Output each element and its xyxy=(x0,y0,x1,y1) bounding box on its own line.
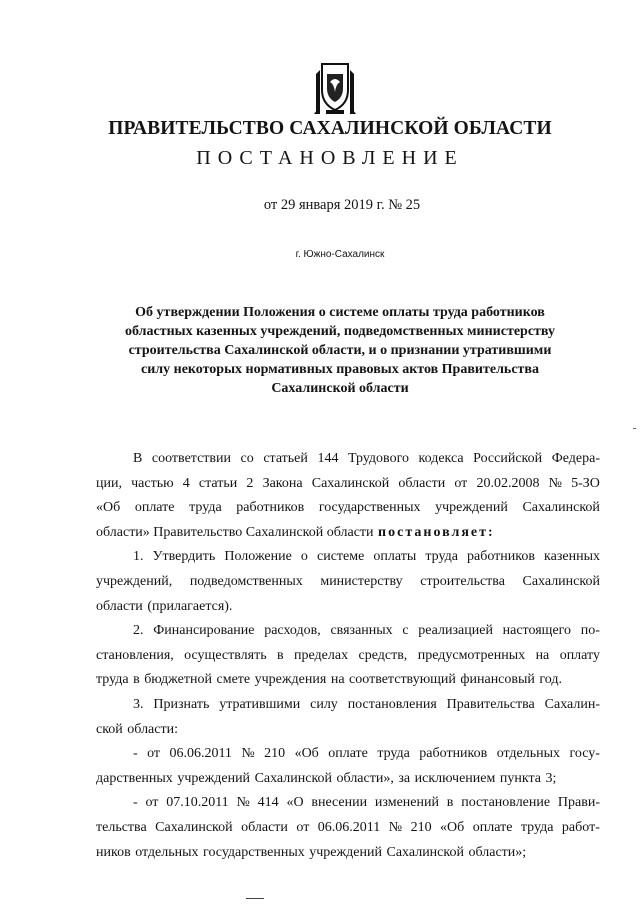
text-line xyxy=(96,816,600,841)
text-line xyxy=(96,496,600,521)
word: труда xyxy=(520,819,554,835)
word: работ- xyxy=(561,819,600,835)
word: соответствующий xyxy=(349,672,456,688)
word: статьей xyxy=(263,451,308,466)
word: соответствии xyxy=(151,451,231,466)
word: В xyxy=(133,451,143,466)
word: Сахалинской xyxy=(254,770,333,786)
word: казенных xyxy=(544,549,600,565)
document-title xyxy=(96,303,584,398)
word: постановление xyxy=(461,795,551,811)
word: труда xyxy=(377,746,410,762)
word: бюджетной xyxy=(144,672,212,688)
text-line xyxy=(96,668,600,693)
document-type: ПОСТАНОВЛЕНИЕ xyxy=(196,147,464,169)
word: исключением xyxy=(414,770,496,786)
word: области xyxy=(241,819,288,835)
word: силу xyxy=(310,696,338,712)
word: утратившими xyxy=(219,696,301,712)
word: ской xyxy=(96,721,123,737)
word: 2 xyxy=(246,475,254,491)
text-line xyxy=(96,644,600,669)
word: строительства xyxy=(420,573,505,589)
word: № xyxy=(241,746,255,762)
line-text: области» Правительство Сахалинской области xyxy=(96,524,374,540)
word: - xyxy=(133,795,138,811)
word: по- xyxy=(580,623,600,639)
word: № xyxy=(236,795,250,811)
word: учреждений xyxy=(309,844,382,860)
word: 210 xyxy=(264,746,286,762)
word: Утвердить xyxy=(152,549,216,565)
word: Признать xyxy=(153,696,210,712)
word: области xyxy=(96,598,143,614)
word: Сахалинской xyxy=(155,819,233,835)
word: учреждений xyxy=(435,500,508,516)
word: от xyxy=(454,475,468,491)
word: оплате xyxy=(328,746,368,762)
word: со xyxy=(240,451,254,466)
word: госу- xyxy=(569,746,600,762)
word: Сахалинской xyxy=(522,500,600,516)
word: средств, xyxy=(358,647,408,663)
word: государственных xyxy=(203,844,305,860)
word: 20.02.2008 xyxy=(476,475,540,491)
resolution-keyword: постановляет: xyxy=(378,524,495,540)
word: государственных xyxy=(318,500,421,516)
word: Прави- xyxy=(557,795,600,811)
word: тельства xyxy=(96,819,147,835)
word: Трудового xyxy=(347,451,409,466)
word: реализацией xyxy=(418,623,493,639)
word: осуществлять xyxy=(184,647,267,663)
word: Федера- xyxy=(551,451,600,466)
word: за xyxy=(398,770,411,786)
word: с xyxy=(402,623,409,639)
text-line xyxy=(96,619,600,644)
word: Российской xyxy=(473,451,543,466)
text-line xyxy=(96,595,600,620)
word: 3. xyxy=(133,696,144,712)
word: от xyxy=(147,746,161,762)
word: внесении xyxy=(311,795,368,811)
word: Положение xyxy=(224,549,292,565)
word: связанных xyxy=(330,623,393,639)
word: частью xyxy=(131,475,174,491)
word: отдельных xyxy=(135,844,199,860)
word: ции, xyxy=(96,475,122,491)
word: «Об xyxy=(440,819,465,835)
word: работников xyxy=(236,500,305,516)
word: дарственных xyxy=(96,770,173,786)
word: 1. xyxy=(133,549,144,565)
text-line xyxy=(96,447,600,472)
word: ников xyxy=(96,844,131,860)
word: Сахалинской xyxy=(386,844,464,860)
word: смете xyxy=(216,672,251,688)
title-line: Об утверждении Положения о системе оплаты труда работников xyxy=(135,305,545,320)
word: работников xyxy=(419,746,488,762)
word: о xyxy=(300,549,308,565)
text-line xyxy=(96,841,600,866)
word: «Об xyxy=(96,500,121,516)
word: пункта xyxy=(499,770,541,786)
word: Сахалинской xyxy=(522,573,600,589)
word: учреждений xyxy=(177,770,251,786)
text-line xyxy=(96,521,600,546)
word: финансовый xyxy=(460,672,535,688)
document-body xyxy=(96,447,600,865)
scan-mark xyxy=(633,428,636,429)
word: системе xyxy=(317,549,365,565)
word: кодекса xyxy=(418,451,464,466)
word: становления, xyxy=(96,647,174,663)
word: постановления xyxy=(347,696,437,712)
text-line xyxy=(96,570,600,595)
word: 4 xyxy=(182,475,190,491)
text-line xyxy=(96,767,600,792)
word: 07.10.2011 xyxy=(166,795,229,811)
word: на xyxy=(535,647,550,663)
word: учреждения xyxy=(254,672,327,688)
title-line: строительства Сахалинской области, и о признании утратившими xyxy=(128,343,552,358)
word: расходов, xyxy=(264,623,321,639)
word: «О xyxy=(286,795,304,811)
page-mark xyxy=(246,898,264,899)
word: № xyxy=(548,475,562,491)
text-line xyxy=(96,791,600,816)
word: (прилагается). xyxy=(147,598,233,614)
word: в xyxy=(133,672,140,688)
word: труда xyxy=(96,672,129,688)
word: 210 xyxy=(410,819,432,835)
word: 144 xyxy=(317,451,339,466)
word: изменений xyxy=(374,795,439,811)
word: 06.06.2011 xyxy=(169,746,232,762)
text-line xyxy=(96,718,600,743)
word: отдельных xyxy=(496,746,561,762)
word: области xyxy=(398,475,446,491)
title-line: силу некоторых нормативных правовых актов Правительства xyxy=(141,362,539,377)
word: «Об xyxy=(294,746,319,762)
word: в xyxy=(446,795,454,811)
word: оплаты xyxy=(373,549,417,565)
word: области: xyxy=(127,721,178,737)
word: работников xyxy=(466,549,535,565)
word: труда xyxy=(189,500,222,516)
word: Финансирование xyxy=(153,623,255,639)
word: пределах xyxy=(294,647,349,663)
word: - xyxy=(133,746,138,762)
title-line: Сахалинской области xyxy=(271,381,409,396)
title-line: областных казенных учреждений, подведомственных министерству xyxy=(124,324,555,339)
word: от xyxy=(296,819,310,835)
word: учреждений, xyxy=(96,573,173,589)
text-line xyxy=(96,472,600,497)
word: статьи xyxy=(198,475,238,491)
word: предусмотренных xyxy=(417,647,526,663)
word: Закона xyxy=(262,475,303,491)
organization-title: ПРАВИТЕЛЬСТВО САХАЛИНСКОЙ ОБЛАСТИ xyxy=(108,118,552,139)
word: 5-ЗО xyxy=(571,475,600,491)
word: оплате xyxy=(134,500,175,516)
word: оплату xyxy=(559,647,600,663)
word: в xyxy=(277,647,284,663)
word: настоящего xyxy=(502,623,572,639)
word: области»; xyxy=(468,844,527,860)
word: труда xyxy=(425,549,458,565)
text-line xyxy=(96,693,600,718)
word: 06.06.2011 xyxy=(317,819,381,835)
word: Сахалинской xyxy=(311,475,390,491)
word: № xyxy=(388,819,403,835)
coat-of-arms-icon xyxy=(312,60,358,116)
word: министерству xyxy=(320,573,403,589)
text-line xyxy=(96,545,600,570)
word: Сахалин- xyxy=(544,696,600,712)
word: 2. xyxy=(133,623,144,639)
word: на xyxy=(330,672,345,688)
word: подведомственных xyxy=(189,573,303,589)
word: области», xyxy=(336,770,394,786)
word: 3; xyxy=(545,770,557,786)
word: 414 xyxy=(257,795,279,811)
word: Правительства xyxy=(446,696,535,712)
word: оплате xyxy=(472,819,513,835)
text-line xyxy=(96,742,600,767)
document-date-number: от 29 января 2019 г. № 25 xyxy=(263,197,421,213)
word: от xyxy=(145,795,159,811)
document-city: г. Южно-Сахалинск xyxy=(295,249,385,260)
word: год. xyxy=(539,672,563,688)
